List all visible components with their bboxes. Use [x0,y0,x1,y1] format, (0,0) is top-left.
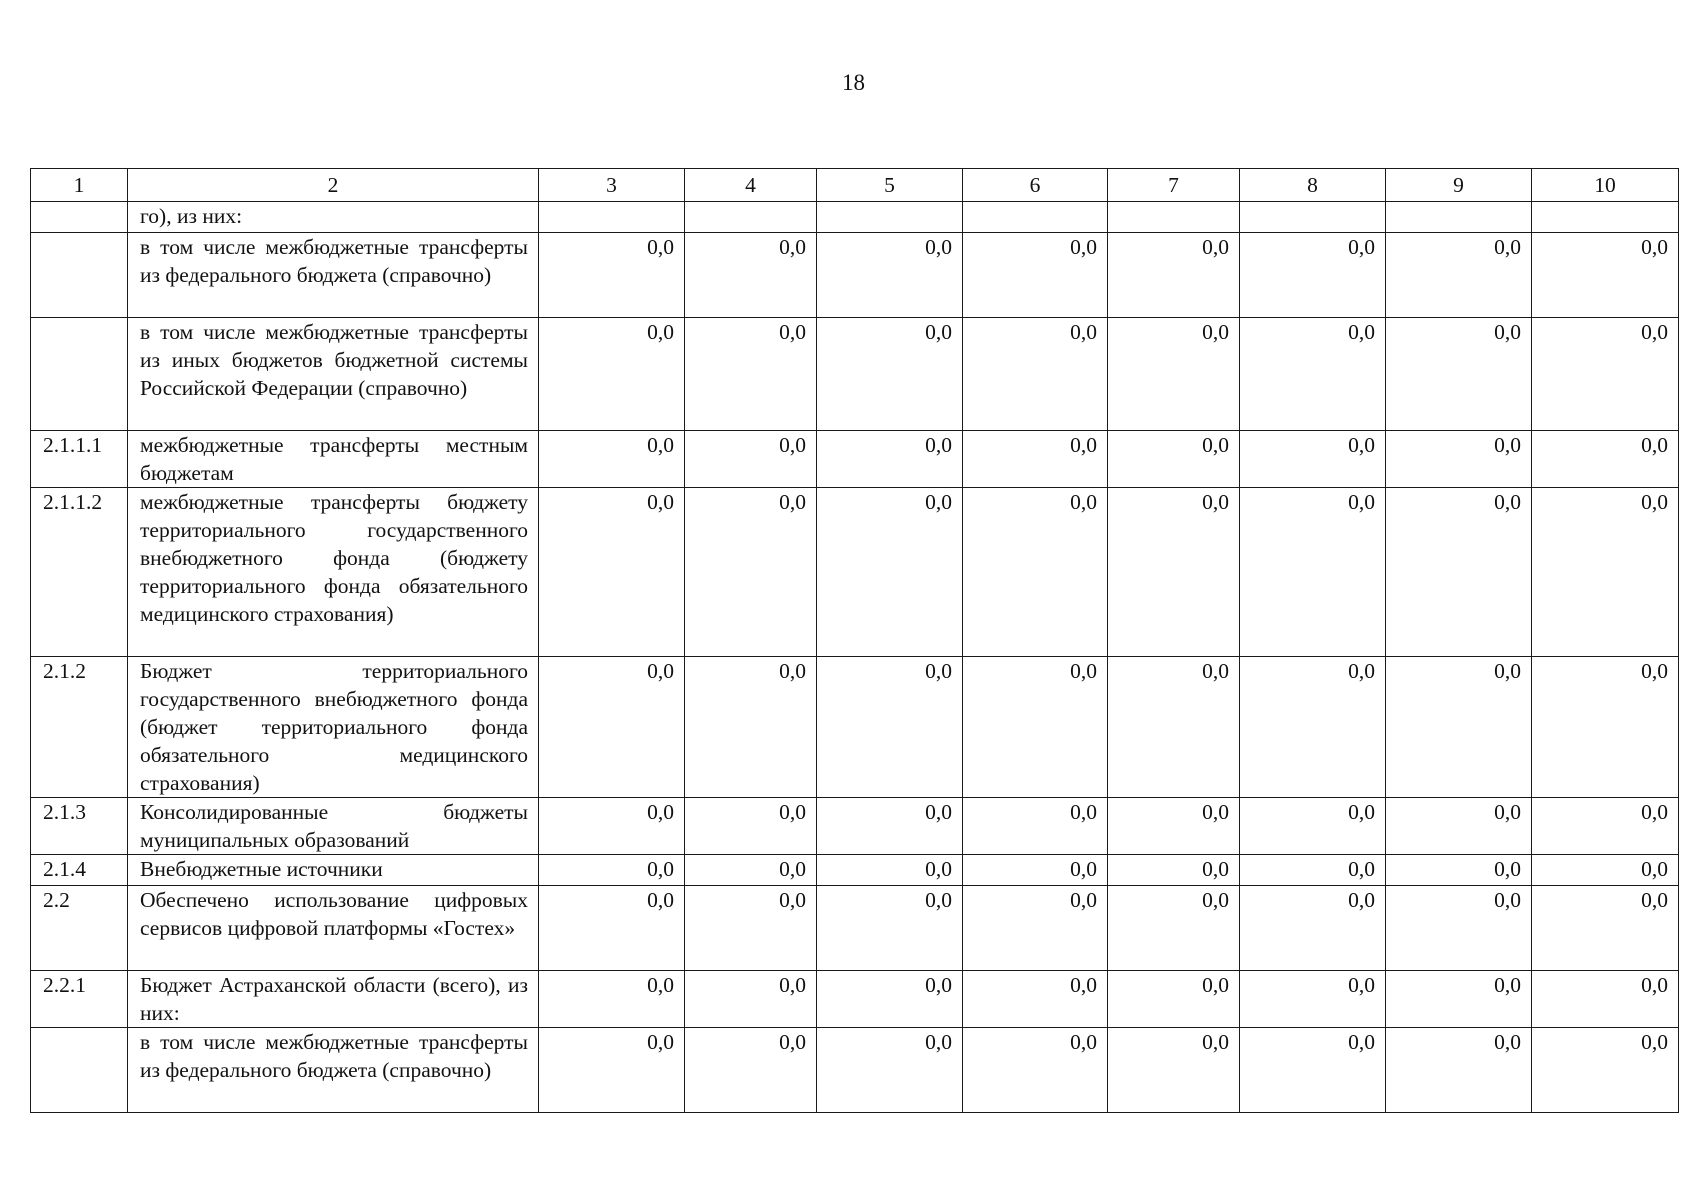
column-header: 7 [1108,169,1240,202]
row-label: Бюджет территориального государственного внебюджетного фонда (бюджет территориального фонда обязательного медицинского страхования) [128,657,539,798]
value-cell: 0,0 [685,971,817,1028]
table-row [31,488,1679,657]
value-cell: 0,0 [539,1028,685,1113]
value-cell: 0,0 [1386,886,1532,971]
value-cell: 0,0 [1532,1028,1679,1113]
value-cell: 0,0 [1108,886,1240,971]
column-header: 2 [128,169,539,202]
row-number: 2.1.3 [31,798,128,855]
value-cell: 0,0 [1240,233,1386,318]
value-cell: 0,0 [685,886,817,971]
table-row [31,855,1679,886]
value-cell: 0,0 [539,233,685,318]
value-cell: 0,0 [817,318,963,431]
value-cell: 0,0 [1532,318,1679,431]
value-cell: 0,0 [817,488,963,657]
row-label: Бюджет Астраханской области (всего), из них: [128,971,539,1028]
value-cell [963,202,1108,233]
value-cell: 0,0 [1532,233,1679,318]
row-label: в том числе межбюджетные трансферты из федерального бюджета (справочно) [128,1028,539,1113]
value-cell: 0,0 [1108,233,1240,318]
value-cell: 0,0 [817,798,963,855]
value-cell: 0,0 [1240,886,1386,971]
value-cell [685,202,817,233]
value-cell: 0,0 [539,318,685,431]
value-cell [817,202,963,233]
value-cell: 0,0 [817,886,963,971]
column-header: 4 [685,169,817,202]
value-cell: 0,0 [1532,657,1679,798]
value-cell: 0,0 [539,488,685,657]
row-label: Обеспечено использование цифровых сервисов цифровой платформы «Гостех» [128,886,539,971]
value-cell: 0,0 [1386,855,1532,886]
table-row [31,318,1679,431]
value-cell: 0,0 [1386,318,1532,431]
row-number: 2.2 [31,886,128,971]
value-cell [1240,202,1386,233]
column-header: 10 [1532,169,1679,202]
value-cell: 0,0 [817,431,963,488]
header-row [31,169,1679,202]
value-cell: 0,0 [1532,886,1679,971]
value-cell: 0,0 [1532,855,1679,886]
value-cell: 0,0 [685,1028,817,1113]
table-row [31,431,1679,488]
value-cell: 0,0 [817,657,963,798]
value-cell: 0,0 [963,233,1108,318]
value-cell: 0,0 [539,971,685,1028]
value-cell: 0,0 [1386,431,1532,488]
value-cell: 0,0 [1240,798,1386,855]
value-cell: 0,0 [685,798,817,855]
value-cell: 0,0 [963,318,1108,431]
value-cell: 0,0 [963,431,1108,488]
row-label: Консолидированные бюджеты муниципальных образований [128,798,539,855]
value-cell: 0,0 [539,886,685,971]
row-number: 2.1.2 [31,657,128,798]
row-number [31,1028,128,1113]
row-number: 2.1.1.2 [31,488,128,657]
value-cell: 0,0 [817,233,963,318]
value-cell [1386,202,1532,233]
value-cell: 0,0 [1240,1028,1386,1113]
value-cell: 0,0 [685,318,817,431]
value-cell: 0,0 [1386,798,1532,855]
value-cell: 0,0 [963,1028,1108,1113]
row-number [31,233,128,318]
value-cell: 0,0 [1108,798,1240,855]
row-label: в том числе межбюджетные трансферты из федерального бюджета (справочно) [128,233,539,318]
column-header: 3 [539,169,685,202]
column-header: 6 [963,169,1108,202]
value-cell: 0,0 [1386,233,1532,318]
value-cell: 0,0 [685,657,817,798]
row-label: го), из них: [128,202,539,233]
value-cell: 0,0 [1532,431,1679,488]
page-number: 18 [842,70,865,95]
value-cell: 0,0 [1240,657,1386,798]
column-header: 1 [31,169,128,202]
table-row [31,886,1679,971]
value-cell [539,202,685,233]
value-cell: 0,0 [1532,798,1679,855]
value-cell: 0,0 [1108,657,1240,798]
row-number [31,318,128,431]
value-cell: 0,0 [1108,488,1240,657]
value-cell: 0,0 [685,855,817,886]
value-cell: 0,0 [963,855,1108,886]
table-row [31,233,1679,318]
value-cell: 0,0 [1240,431,1386,488]
value-cell: 0,0 [539,798,685,855]
value-cell: 0,0 [539,431,685,488]
value-cell: 0,0 [685,488,817,657]
table-row [31,657,1679,798]
value-cell: 0,0 [1386,488,1532,657]
value-cell: 0,0 [963,798,1108,855]
value-cell: 0,0 [1108,855,1240,886]
budget-table [30,168,1679,1113]
row-number: 2.1.4 [31,855,128,886]
value-cell [1532,202,1679,233]
column-header: 9 [1386,169,1532,202]
value-cell: 0,0 [685,431,817,488]
value-cell: 0,0 [1108,1028,1240,1113]
column-header: 8 [1240,169,1386,202]
value-cell [1108,202,1240,233]
value-cell: 0,0 [817,1028,963,1113]
value-cell: 0,0 [1386,971,1532,1028]
value-cell: 0,0 [1240,971,1386,1028]
value-cell: 0,0 [1240,488,1386,657]
value-cell: 0,0 [1532,971,1679,1028]
row-label: Внебюджетные источники [128,855,539,886]
table-row [31,971,1679,1028]
value-cell: 0,0 [1108,431,1240,488]
value-cell: 0,0 [1108,318,1240,431]
column-header: 5 [817,169,963,202]
value-cell: 0,0 [963,971,1108,1028]
value-cell: 0,0 [1386,657,1532,798]
value-cell: 0,0 [817,971,963,1028]
value-cell: 0,0 [1532,488,1679,657]
value-cell: 0,0 [963,657,1108,798]
value-cell: 0,0 [1240,855,1386,886]
row-number: 2.2.1 [31,971,128,1028]
row-label: межбюджетные трансферты бюджету территориального государственного внебюджетного фонда (бюджету территориального фонда обязательного медицинского страхования) [128,488,539,657]
value-cell: 0,0 [1108,971,1240,1028]
table-row [31,202,1679,233]
value-cell: 0,0 [685,233,817,318]
row-label: в том числе межбюджетные трансферты из иных бюджетов бюджетной системы Российской Федерации (справочно) [128,318,539,431]
value-cell: 0,0 [539,657,685,798]
value-cell: 0,0 [539,855,685,886]
row-number: 2.1.1.1 [31,431,128,488]
value-cell: 0,0 [963,488,1108,657]
table-row [31,798,1679,855]
value-cell: 0,0 [1240,318,1386,431]
row-label: межбюджетные трансферты местным бюджетам [128,431,539,488]
table-row [31,1028,1679,1113]
row-number [31,202,128,233]
value-cell: 0,0 [963,886,1108,971]
value-cell: 0,0 [1386,1028,1532,1113]
value-cell: 0,0 [817,855,963,886]
